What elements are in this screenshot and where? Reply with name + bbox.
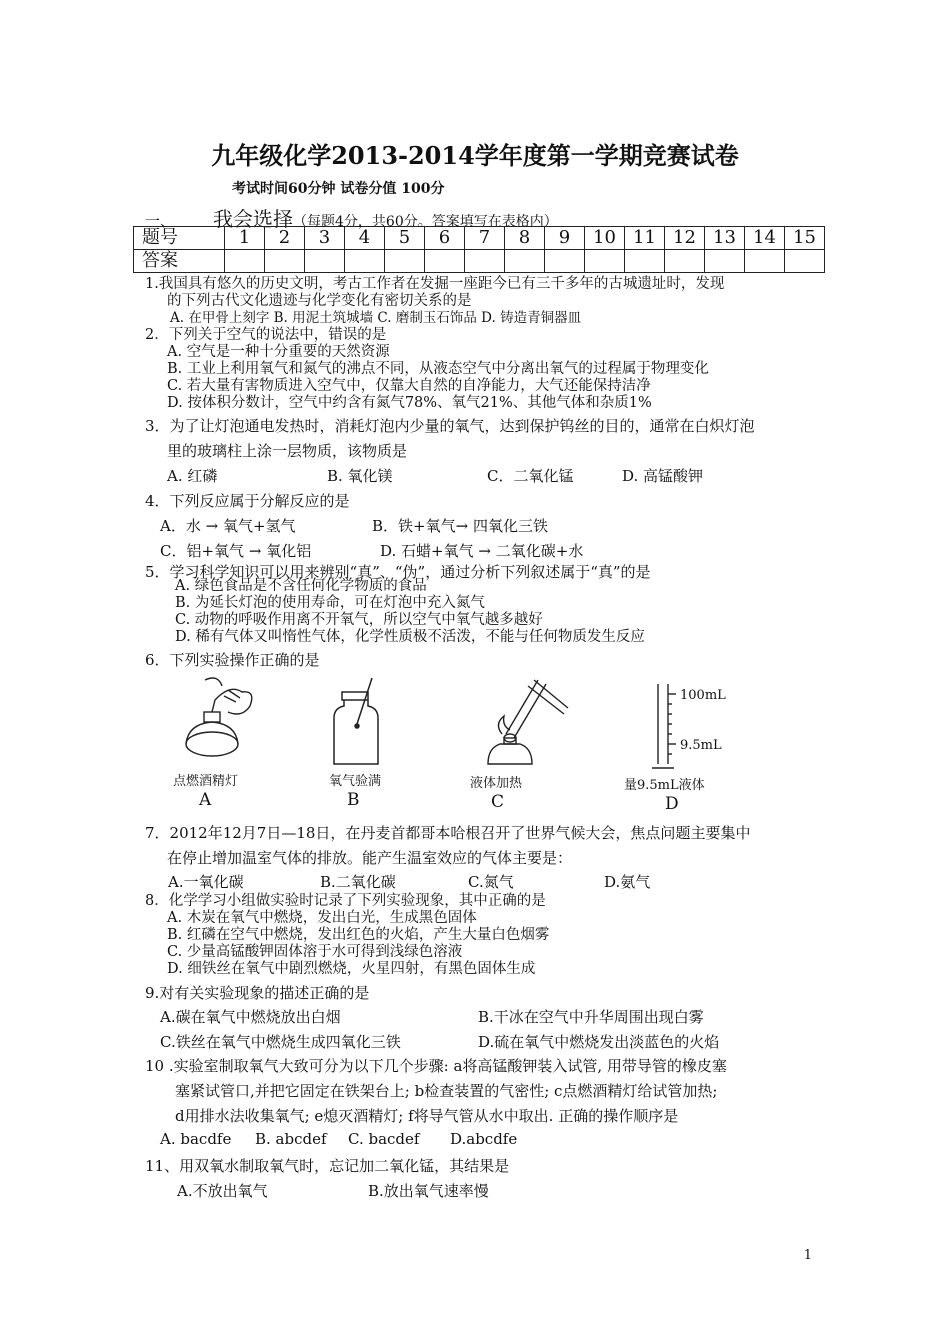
question-3-option-c: C．二氧化锰 [487,467,574,485]
question-2-option-a: A. 空气是一种十分重要的天然资源 [167,344,390,360]
answer-cell[interactable] [345,250,385,273]
answer-cell[interactable] [385,250,425,273]
question-10-option-b: B. abcdef [255,1130,327,1148]
question-4-stem: 4．下列反应属于分解反应的是 [145,492,350,510]
question-11-option-b: B.放出氧气速率慢 [368,1182,489,1200]
question-10-option-a: A. bacdfe [160,1130,232,1148]
question-7-stem-cont: 在停止增加温室气体的排放。能产生温室效应的气体主要是： [167,849,573,867]
question-10-option-d: D.abcdfe [450,1130,518,1148]
question-8-stem: 8．化学学习小组做实验时记录了下列实验现象，其中正确的是 [145,893,546,909]
product-text: 四氧化三铁 [472,517,548,535]
product-text: 二氧化碳+水 [495,542,584,560]
answer-cell[interactable] [625,250,665,273]
answer-cell[interactable] [665,250,705,273]
question-number-cell: 7 [465,227,505,250]
page-title: 九年级化学2013-2014学年度第一学期竞赛试卷 [211,141,739,170]
question-1-options: A. 在甲骨上刻字 B. 用泥土筑城墙 C. 磨制玉石饰品 D. 铸造青铜器皿 [170,310,582,326]
question-10-option-c: C. bacdef [348,1130,420,1148]
table-header-cell: 题号 [134,227,225,250]
reactant-text: A．水 [160,517,201,535]
figure-d-label: 量9.5mL液体 [624,778,705,793]
question-7-option-d: D.氨气 [604,873,651,891]
answer-cell[interactable] [305,250,345,273]
question-2-option-c: C. 若大量有害物质进入空气中，仅靠大自然的自净能力，大气还能保持洁净 [167,378,651,394]
figure-b-letter: B [347,790,360,810]
reactant-text: C．铝+氧气 [160,542,245,560]
question-4-option-c [160,540,311,561]
answer-cell[interactable] [585,250,625,273]
question-5-option-c: C. 动物的呼吸作用离不开氧气，所以空气中氧气越多越好 [175,612,543,628]
question-8-option-a: A. 木炭在氧气中燃烧，发出白光，生成黑色固体 [167,910,477,926]
question-4-option-d [380,540,583,561]
question-2-option-d: D. 按体积分数计，空气中约含有氮气78%、氧气21%、其他气体和杂质1% [167,395,652,411]
gas-bottle-figure [326,676,386,766]
question-3-option-b: B. 氧化镁 [327,467,393,485]
product-text: 氧气+氢气 [222,517,296,535]
figure-c-letter: C [491,792,505,812]
question-7-option-c: C.氮气 [468,873,514,891]
answer-cell[interactable] [785,250,825,273]
question-3-option-a: A. 红磷 [167,467,218,485]
question-5-option-b: B. 为延长灯泡的使用寿命，可在灯泡中充入氮气 [175,595,485,611]
question-7-option-b: B.二氧化碳 [320,873,396,891]
question-2-option-b: B. 工业上利用氧气和氮气的沸点不同，从液态空气中分离出氧气的过程属于物理变化 [167,361,709,377]
arrow-icon: → [455,517,469,535]
question-10-stem: 10 .实验室制取氧气大致可分为以下几个步骤: a将高锰酸钾装入试管, 用带导管的橡皮塞 [145,1057,727,1075]
arrow-icon: → [248,542,262,560]
question-number-cell: 9 [545,227,585,250]
question-number-cell: 13 [705,227,745,250]
figure-c-label: 液体加热 [470,776,523,791]
question-5-option-d: D. 稀有气体又叫惰性气体，化学性质极不活泼，不能与任何物质发生反应 [175,629,645,645]
alcohol-lamp-figure [170,672,280,772]
page-number: 1 [803,1248,812,1263]
figure-a-label: 点燃酒精灯 [173,774,239,789]
question-6-stem: 6．下列实验操作正确的是 [145,651,320,669]
measuring-cylinder-figure [650,680,680,780]
answer-cell[interactable] [505,250,545,273]
question-9-option-b: B.干冰在空气中升华周围出现白雾 [478,1008,704,1026]
question-number-cell: 2 [265,227,305,250]
reactant-text: D. 石蜡+氧气 [380,542,474,560]
figure-b-label: 氧气验满 [329,774,382,789]
question-9-option-a: A.碳在氧气中燃烧放出白烟 [160,1008,341,1026]
question-number-cell: 3 [305,227,345,250]
question-3-option-d: D. 高锰酸钾 [622,467,704,485]
answer-cell[interactable] [465,250,505,273]
question-1-stem-cont: 的下列古代文化遗迹与化学变化有密切关系的是 [167,293,472,309]
section-note: （每题4分，共60分。答案填写在表格内） [293,214,558,230]
question-number-cell: 6 [425,227,465,250]
answer-cell[interactable] [265,250,305,273]
question-number-cell: 4 [345,227,385,250]
question-8-option-c: C. 少量高锰酸钾固体溶于水可得到浅绿色溶液 [167,944,463,960]
question-9-stem: 9.对有关实验现象的描述正确的是 [145,984,370,1002]
question-7-stem: 7．2012年12月7日—18日，在丹麦首都哥本哈根召开了世界气候大会，焦点问题主要集中 [145,824,751,842]
question-5-stem: 5．学习科学知识可以用来辨别“真”、“伪”，通过分析下列叙述属于“真”的是 [145,563,651,581]
question-3-stem-cont: 里的玻璃柱上涂一层物质，该物质是 [167,442,408,460]
answer-cell[interactable] [425,250,465,273]
question-number-cell: 14 [745,227,785,250]
arrow-icon: → [478,542,491,560]
question-number-cell: 12 [665,227,705,250]
question-number-cell: 15 [785,227,825,250]
question-8-option-d: D. 细铁丝在氧气中剧烈燃烧，火星四射，有黑色固体生成 [167,961,536,977]
question-number-cell: 8 [505,227,545,250]
question-4-option-b [372,515,548,536]
cylinder-mark-label: 9.5mL [680,738,722,753]
question-10-stem-cont2: d用排水法收集氧气; e熄灭酒精灯; f将导气管从水中取出. 正确的操作顺序是 [175,1107,679,1125]
exam-info: 考试时间60分钟 试卷分值 100分 [232,181,445,197]
table-header-cell: 答案 [134,250,225,273]
question-4-option-a [160,515,296,536]
question-11-option-a: A.不放出氧气 [177,1182,268,1200]
question-9-option-d: D.硫在氧气中燃烧发出淡蓝色的火焰 [478,1033,720,1051]
table-row [134,250,825,273]
cylinder-capacity-label: 100mL [680,688,726,703]
question-1-stem: 1.我国具有悠久的历史文明，考古工作者在发掘一座距今已有三千多年的古城遗址时，发现 [145,276,725,292]
reactant-text: B．铁+氧气 [372,517,456,535]
question-11-stem: 11、用双氧水制取氧气时，忘记加二氧化锰，其结果是 [145,1157,510,1175]
question-number-cell: 5 [385,227,425,250]
question-9-option-c: C.铁丝在氧气中燃烧生成四氧化三铁 [160,1033,401,1051]
question-3-stem: 3．为了让灯泡通电发热时，消耗灯泡内少量的氧气，达到保护钨丝的目的，通常在白炽灯泡 [145,417,755,435]
product-text: 氧化铝 [266,542,312,560]
question-number-cell: 10 [585,227,625,250]
answer-cell[interactable] [705,250,745,273]
arrow-icon: → [205,517,219,535]
question-10-stem-cont: 塞紧试管口,并把它固定在铁架台上; b检查装置的气密性; c点燃酒精灯给试管加热; [175,1082,718,1100]
question-7-option-a: A.一氧化碳 [168,873,244,891]
question-number-cell: 11 [625,227,665,250]
figure-a-letter: A [199,790,212,810]
question-5-option-a: A. 绿色食品是不含任何化学物质的食品 [175,578,427,594]
table-row [134,227,825,250]
liquid-heating-figure [480,672,575,772]
figure-d-letter: D [665,794,679,814]
section-number: 一、 [145,212,176,230]
answer-cell[interactable] [225,250,265,273]
answer-table [133,226,825,273]
question-2-stem: 2．下列关于空气的说法中，错误的是 [145,327,387,343]
answer-cell[interactable] [745,250,785,273]
question-number-cell: 1 [225,227,265,250]
answer-cell[interactable] [545,250,585,273]
question-8-option-b: B. 红磷在空气中燃烧，发出红色的火焰，产生大量白色烟雾 [167,927,550,943]
section-title: 我会选择 [213,207,294,231]
